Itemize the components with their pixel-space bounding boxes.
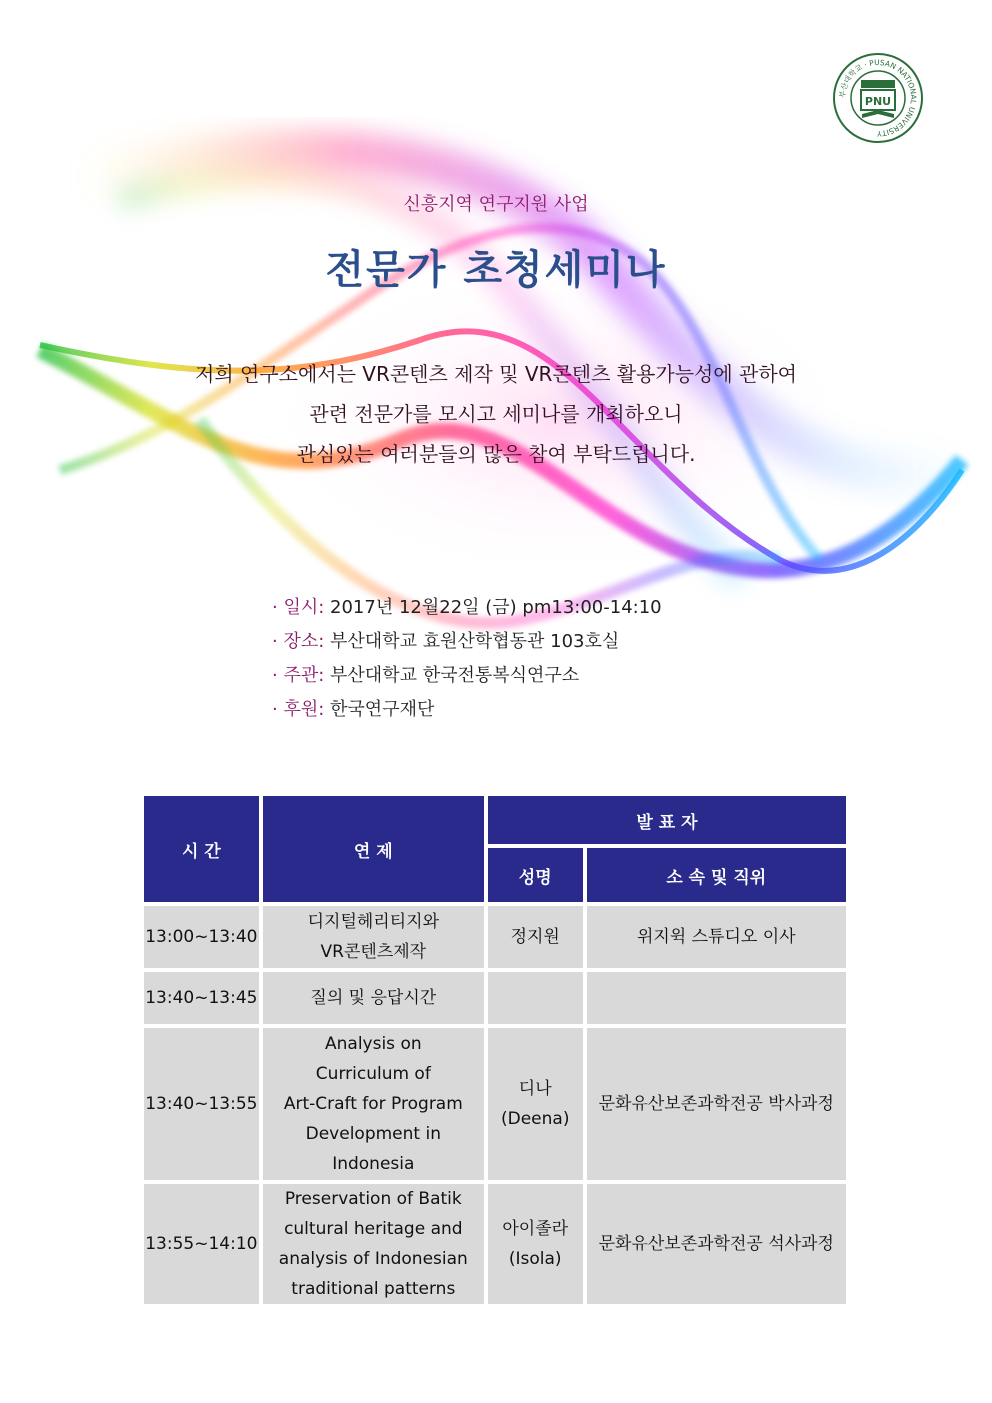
table-row bbox=[144, 906, 846, 972]
detail-label: · 후원: bbox=[272, 699, 325, 720]
cell-affiliation: 문화유산보존과학전공 박사과정 bbox=[587, 1028, 847, 1184]
table-row bbox=[144, 1184, 846, 1308]
cell-topic bbox=[263, 972, 488, 1028]
intro-line: 관심있는 여러분들의 많은 참여 부탁드립니다. bbox=[296, 442, 696, 466]
cell-time: 13:55~14:10 bbox=[144, 1184, 263, 1308]
detail-value: 부산대학교 효원산학협동관 103호실 bbox=[330, 631, 620, 652]
topic-line: Analysis on bbox=[325, 1034, 422, 1054]
cell-name bbox=[488, 1028, 587, 1184]
topic-line: Indonesia bbox=[332, 1154, 415, 1174]
topic-line: 질의 및 응답시간 bbox=[310, 988, 437, 1008]
topic-line: Art-Craft for Program bbox=[283, 1094, 463, 1114]
intro-paragraph bbox=[0, 354, 992, 474]
cell-topic bbox=[263, 1184, 488, 1308]
topic-line: Preservation of Batik bbox=[284, 1189, 462, 1209]
table-row bbox=[144, 1028, 846, 1184]
detail-value: 부산대학교 한국전통복식연구소 bbox=[330, 665, 580, 686]
topic-line: 디지털헤리티지와 bbox=[307, 912, 439, 932]
topic-line: analysis of Indonesian bbox=[278, 1249, 468, 1269]
pusan-university-logo bbox=[832, 52, 924, 144]
logo-mark-text: PNU bbox=[864, 95, 892, 108]
name-line: (Isola) bbox=[508, 1249, 562, 1269]
table-row bbox=[144, 972, 846, 1028]
topic-line: Curriculum of bbox=[315, 1064, 431, 1084]
name-line: (Deena) bbox=[500, 1109, 570, 1129]
cell-topic bbox=[263, 1028, 488, 1184]
logo-ring-text: 부산대학교 · PUSAN NATIONAL UNIVERSITY bbox=[837, 57, 919, 139]
detail-date bbox=[272, 593, 662, 627]
topic-line: Development in bbox=[305, 1124, 441, 1144]
intro-line: 저희 연구소에서는 VR콘텐츠 제작 및 VR콘텐츠 활용가능성에 관하여 bbox=[195, 362, 797, 386]
name-line: 정지원 bbox=[510, 927, 560, 947]
header-presenter: 발 표 자 bbox=[488, 796, 846, 848]
detail-label: · 장소: bbox=[272, 631, 325, 652]
intro-line: 관련 전문가를 모시고 세미나를 개최하오니 bbox=[309, 402, 683, 426]
schedule-table bbox=[144, 796, 846, 1308]
cell-name bbox=[488, 906, 587, 972]
cell-affiliation: 문화유산보존과학전공 석사과정 bbox=[587, 1184, 847, 1308]
program-subtitle: 신흥지역 연구지원 사업 bbox=[403, 194, 589, 215]
detail-organizer bbox=[272, 661, 662, 695]
cell-topic bbox=[263, 906, 488, 972]
detail-sponsor bbox=[272, 695, 662, 729]
header-name: 성명 bbox=[488, 848, 587, 906]
name-line: 아이졸라 bbox=[502, 1219, 569, 1239]
detail-value: 2017년 12월22일 (금) pm13:00-14:10 bbox=[330, 597, 662, 618]
cell-time: 13:40~13:55 bbox=[144, 1028, 263, 1184]
name-line: 디나 bbox=[518, 1079, 552, 1099]
cell-name bbox=[488, 972, 587, 1028]
event-details bbox=[272, 593, 662, 729]
cell-time: 13:00~13:40 bbox=[144, 906, 263, 972]
detail-label: · 주관: bbox=[272, 665, 325, 686]
topic-line: VR콘텐츠제작 bbox=[320, 942, 427, 962]
header-time: 시 간 bbox=[144, 796, 263, 906]
detail-label: · 일시: bbox=[272, 597, 325, 618]
detail-value: 한국연구재단 bbox=[330, 699, 435, 720]
cell-affiliation: 위지윅 스튜디오 이사 bbox=[587, 906, 847, 972]
header-topic: 연 제 bbox=[263, 796, 488, 906]
cell-time: 13:40~13:45 bbox=[144, 972, 263, 1028]
topic-line: cultural heritage and bbox=[284, 1219, 463, 1239]
topic-line: traditional patterns bbox=[291, 1279, 456, 1299]
seminar-title: 전문가 초청세미나 bbox=[325, 247, 667, 293]
cell-affiliation bbox=[587, 972, 847, 1028]
detail-venue bbox=[272, 627, 662, 661]
header-affiliation: 소 속 및 직위 bbox=[587, 848, 847, 906]
cell-name bbox=[488, 1184, 587, 1308]
